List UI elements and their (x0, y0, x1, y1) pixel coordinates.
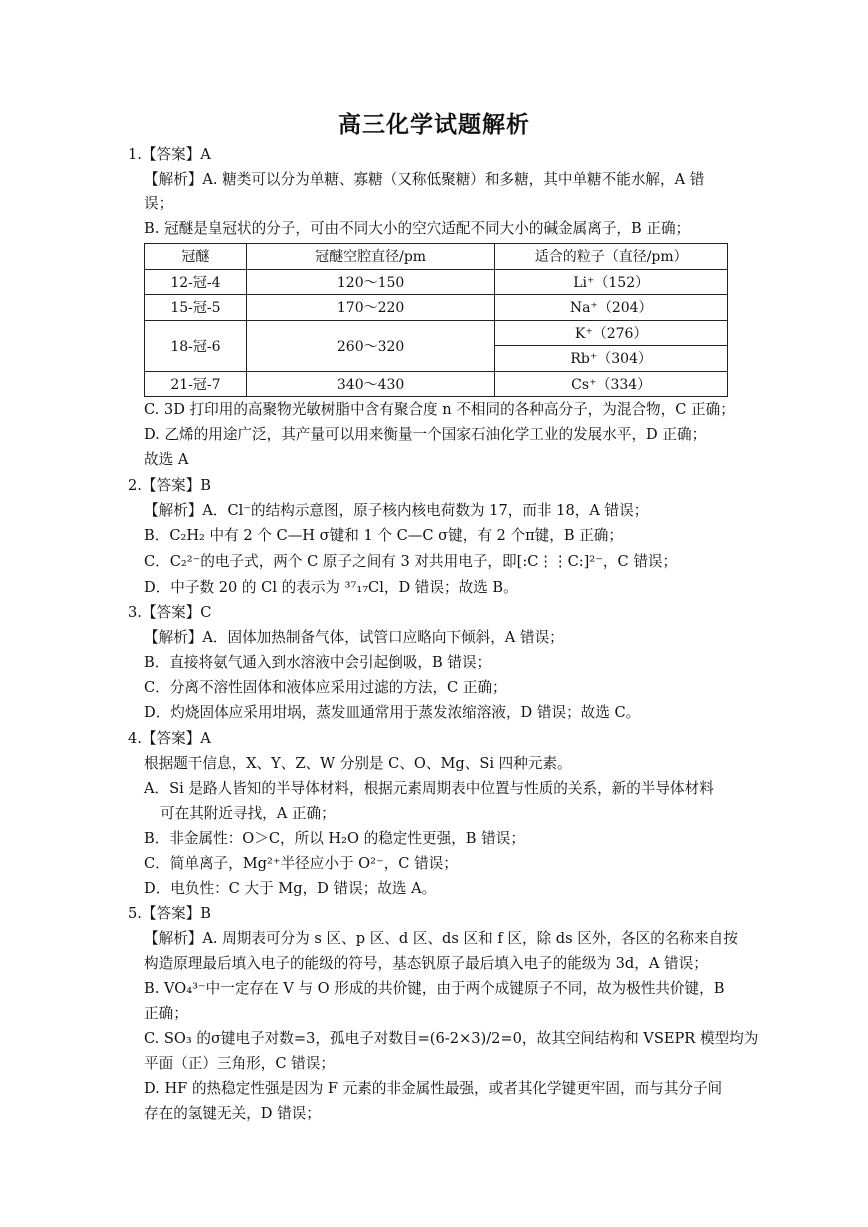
q2-explanation-a: 【解析】A．Cl⁻的结构示意图，原子核内核电荷数为 17，而非 18，A 错误； (144, 502, 649, 519)
q3-explanation-c: C．分离不溶性固体和液体应采用过滤的方法，C 正确； (144, 679, 507, 696)
q1-answer: 1.【答案】A (128, 146, 211, 163)
q4-answer: 4.【答案】A (128, 730, 211, 747)
table-cell-ether: 12-冠-4 (145, 269, 247, 295)
table-cell-diameter: 260～320 (246, 320, 495, 371)
q4-explanation-c: C．简单离子，Mg²⁺半径应小于 O²⁻，C 错误； (144, 855, 458, 872)
q5-explanation-c-line1: C. SO₃ 的σ键电子对数=3，孤电子对数目=(6-2×3)/2=0，故其空间结构和 VSEPR 模型均为 (144, 1030, 759, 1047)
q4-explanation-b: B．非金属性：O＞C，所以 H₂O 的稳定性更强，B 错误； (144, 830, 525, 847)
table-cell-particle: Cs⁺（334） (495, 371, 728, 397)
q1-conclusion: 故选 A (144, 451, 189, 468)
table-cell-particle: Na⁺（204） (495, 295, 728, 321)
q2-explanation-d: D．中子数 20 的 Cl 的表示为 ³⁷₁₇Cl，D 错误；故选 B。 (144, 579, 518, 596)
q1-explanation-b: B. 冠醚是皇冠状的分子，可由不同大小的空穴适配不同大小的碱金属离子，B 正确； (144, 220, 691, 237)
q1-explanation-a-line2: 误； (144, 195, 174, 212)
q5-explanation-a-line2: 构造原理最后填入电子的能级的符号，基态钒原子最后填入电子的能级为 3d，A 错误； (144, 955, 708, 972)
q2-explanation-b: B．C₂H₂ 中有 2 个 C—H σ键和 1 个 C—C σ键，有 2 个π键，B 正确； (144, 527, 623, 544)
crown-ether-table (144, 243, 728, 397)
q3-answer: 3.【答案】C (128, 604, 212, 621)
q4-intro: 根据题干信息，X、Y、Z、W 分别是 C、O、Mg、Si 四种元素。 (144, 755, 572, 772)
q4-explanation-a-line2: 可在其附近寻找，A 正确； (160, 805, 336, 822)
table-row (145, 295, 728, 321)
q4-explanation-a-line1: A．Si 是路人皆知的半导体材料，根据元素周期表中位置与性质的关系，新的半导体材料 (144, 780, 714, 797)
table-row (145, 320, 728, 346)
table-cell-diameter: 170～220 (246, 295, 495, 321)
q5-explanation-b-line1: B. VO₄³⁻中一定存在 V 与 O 形成的共价键，由于两个成键原子不同，故为极性共价键，B (144, 980, 725, 997)
table-header-row (145, 244, 728, 270)
table-row (145, 371, 728, 397)
q5-explanation-a-line1: 【解析】A. 周期表可分为 s 区、p 区、d 区、ds 区和 f 区，除 ds 区外，各区的名称来自按 (144, 930, 738, 947)
q4-explanation-d: D．电负性：C 大于 Mg，D 错误；故选 A。 (144, 880, 437, 897)
q1-explanation-d: D. 乙烯的用途广泛，其产量可以用来衡量一个国家石油化学工业的发展水平，D 正确； (144, 426, 707, 443)
table-header-cell: 适合的粒子（直径/pm） (495, 244, 728, 270)
table-cell-particle: Rb⁺（304） (495, 346, 728, 372)
q2-answer: 2.【答案】B (128, 477, 212, 494)
table-cell-diameter: 340～430 (246, 371, 495, 397)
q1-explanation-c: C. 3D 打印用的高聚物光敏树脂中含有聚合度 n 不相同的各种高分子，为混合物，C 正确； (144, 401, 735, 418)
q3-explanation-a: 【解析】A．固体加热制备气体，试管口应略向下倾斜，A 错误； (144, 629, 564, 646)
q1-explanation-a-line1: 【解析】A. 糖类可以分为单糖、寡糖（又称低聚糖）和多糖，其中单糖不能水解，A 错 (144, 171, 705, 188)
q5-explanation-d-line2: 存在的氢键无关，D 错误； (144, 1105, 321, 1122)
page-title: 高三化学试题解析 (338, 112, 530, 138)
table-cell-diameter: 120～150 (246, 269, 495, 295)
q5-explanation-d-line1: D. HF 的热稳定性强是因为 F 元素的非金属性最强，或者其化学键更牢固，而与其分子间 (144, 1080, 723, 1097)
table-cell-ether: 15-冠-5 (145, 295, 247, 321)
table-cell-ether: 18-冠-6 (145, 320, 247, 371)
table-header-cell: 冠醚 (145, 244, 247, 270)
table-header-cell: 冠醚空腔直径/pm (246, 244, 495, 270)
q3-explanation-b: B．直接将氨气通入到水溶液中会引起倒吸，B 错误； (144, 654, 492, 671)
table-cell-ether: 21-冠-7 (145, 371, 247, 397)
table-cell-particle: Li⁺（152） (495, 269, 728, 295)
table-row (145, 269, 728, 295)
q5-explanation-b-line2: 正确； (144, 1005, 188, 1022)
q2-explanation-c: C．C₂²⁻的电子式，两个 C 原子之间有 3 对共用电子，即[:C⋮⋮C:]²⁻，C 错误； (144, 553, 678, 570)
q5-explanation-c-line2: 平面（正）三角形，C 错误； (144, 1055, 335, 1072)
q5-answer: 5.【答案】B (128, 905, 212, 922)
table-cell-particle: K⁺（276） (495, 320, 728, 346)
q3-explanation-d: D．灼烧固体应采用坩埚，蒸发皿通常用于蒸发浓缩溶液，D 错误；故选 C。 (144, 704, 641, 721)
